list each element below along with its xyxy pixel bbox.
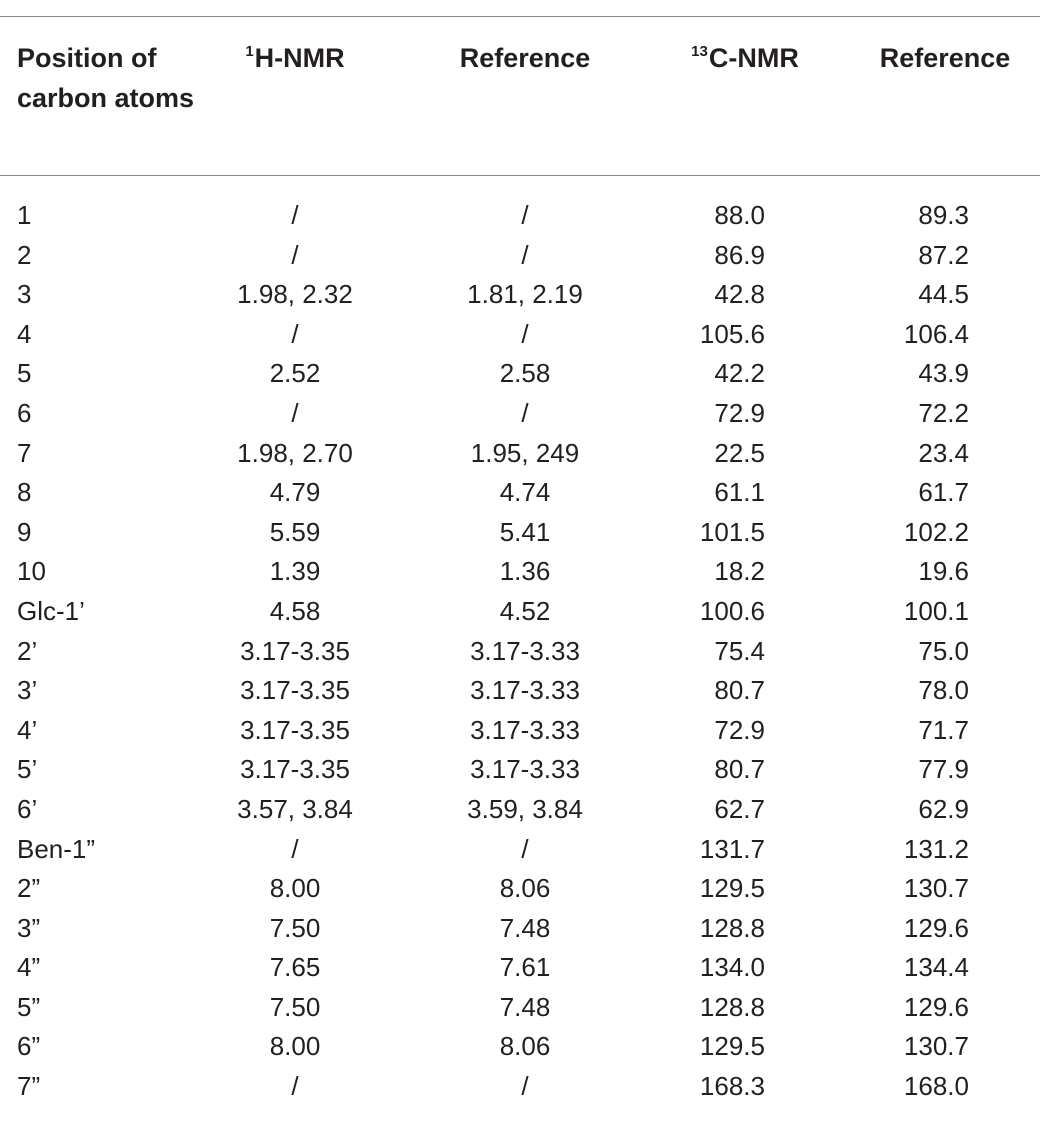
table-row <box>0 236 1040 276</box>
cell-h-reference: 2.58 <box>499 358 551 389</box>
cell-c-nmr: 128.8 <box>699 912 765 943</box>
cell-c-nmr: 72.9 <box>714 397 765 428</box>
cell-c-nmr: 129.5 <box>699 873 765 904</box>
cell-c-nmr: 22.5 <box>714 437 765 468</box>
cell-h-reference: / <box>521 1071 529 1102</box>
header-c-nmr-superscript: 13 <box>691 43 708 60</box>
header-h-nmr <box>190 38 400 83</box>
table-row <box>0 196 1040 236</box>
cell-c-nmr: 72.9 <box>714 714 765 745</box>
cell-h-reference: 1.95, 249 <box>470 437 580 468</box>
table-row <box>0 473 1040 513</box>
cell-c-reference: 71.7 <box>918 714 969 745</box>
cell-c-nmr: 100.6 <box>699 595 765 626</box>
cell-h-reference: 7.48 <box>499 991 551 1022</box>
cell-position: Glc-1’ <box>17 595 85 626</box>
cell-h-nmr: 3.17-3.35 <box>240 714 350 745</box>
cell-position: 4” <box>17 952 41 983</box>
cell-h-nmr: / <box>291 318 299 349</box>
cell-h-reference: / <box>521 833 529 864</box>
cell-position: 7” <box>17 1071 41 1102</box>
cell-position: 6 <box>17 397 32 428</box>
cell-h-nmr: 2.52 <box>269 358 321 389</box>
table-row <box>0 830 1040 870</box>
cell-c-reference: 77.9 <box>918 754 969 785</box>
table-row <box>0 790 1040 830</box>
table-row <box>0 354 1040 394</box>
cell-h-nmr: 1.39 <box>269 556 321 587</box>
cell-c-nmr: 80.7 <box>714 675 765 706</box>
cell-c-reference: 89.3 <box>918 200 969 230</box>
cell-c-reference: 19.6 <box>918 556 969 587</box>
cell-position: 8 <box>17 477 32 508</box>
cell-c-nmr: 75.4 <box>714 635 765 666</box>
cell-position: 2’ <box>17 635 38 666</box>
table-row <box>0 711 1040 751</box>
table-row <box>0 632 1040 672</box>
table-row <box>0 988 1040 1028</box>
cell-c-reference: 130.7 <box>903 1031 969 1062</box>
header-reference-2: Reference <box>879 43 1011 73</box>
cell-h-nmr: / <box>291 833 299 864</box>
cell-c-reference: 43.9 <box>918 358 969 389</box>
cell-h-reference: / <box>521 318 529 349</box>
table-row <box>0 434 1040 474</box>
table-row <box>0 1067 1040 1107</box>
cell-h-nmr: 3.17-3.35 <box>240 675 350 706</box>
cell-position: 2” <box>17 873 41 904</box>
cell-h-nmr: 4.58 <box>269 595 321 626</box>
cell-c-reference: 130.7 <box>903 873 969 904</box>
cell-h-nmr: 4.79 <box>269 477 321 508</box>
table-row <box>0 552 1040 592</box>
cell-h-nmr: 7.50 <box>269 912 321 943</box>
cell-c-reference: 75.0 <box>918 635 969 666</box>
cell-position: Ben-1” <box>17 833 96 864</box>
cell-h-nmr: / <box>291 200 299 230</box>
cell-h-nmr: 3.57, 3.84 <box>237 793 353 824</box>
cell-h-nmr: 7.65 <box>269 952 321 983</box>
cell-position: 6” <box>17 1031 41 1062</box>
cell-c-nmr: 62.7 <box>714 793 765 824</box>
table-row <box>0 315 1040 355</box>
header-h-nmr-label: H-NMR <box>254 43 345 73</box>
cell-c-nmr: 129.5 <box>699 1031 765 1062</box>
cell-c-reference: 44.5 <box>918 279 969 310</box>
cell-c-nmr: 42.8 <box>714 279 765 310</box>
cell-position: 6’ <box>17 793 38 824</box>
cell-c-nmr: 105.6 <box>699 318 765 349</box>
header-h-nmr-superscript: 1 <box>245 43 254 60</box>
table-row <box>0 592 1040 632</box>
cell-h-reference: 4.74 <box>499 477 551 508</box>
cell-h-reference: 5.41 <box>499 516 551 547</box>
cell-c-reference: 78.0 <box>918 675 969 706</box>
cell-h-nmr: 3.17-3.35 <box>240 754 350 785</box>
header-position: Position of carbon atoms <box>17 43 195 113</box>
cell-h-reference: 3.17-3.33 <box>470 635 580 666</box>
table-row <box>0 750 1040 790</box>
cell-position: 7 <box>17 437 32 468</box>
header-c-nmr-label: C-NMR <box>708 43 799 73</box>
cell-c-nmr: 18.2 <box>714 556 765 587</box>
cell-h-reference: 1.81, 2.19 <box>467 279 583 310</box>
cell-h-nmr: 3.17-3.35 <box>240 635 350 666</box>
cell-c-nmr: 86.9 <box>714 239 765 270</box>
cell-h-reference: 4.52 <box>499 595 551 626</box>
cell-position: 2 <box>17 239 32 270</box>
cell-h-reference: 1.36 <box>499 556 551 587</box>
header-bottom-rule <box>0 175 1040 176</box>
cell-h-nmr: 5.59 <box>269 516 321 547</box>
cell-c-nmr: 80.7 <box>714 754 765 785</box>
cell-c-nmr: 42.2 <box>714 358 765 389</box>
cell-h-reference: 7.48 <box>499 912 551 943</box>
table-row <box>0 513 1040 553</box>
cell-c-reference: 61.7 <box>918 477 969 508</box>
cell-h-nmr: 1.98, 2.32 <box>237 279 353 310</box>
cell-c-reference: 131.2 <box>903 833 969 864</box>
cell-c-reference: 23.4 <box>918 437 969 468</box>
cell-c-reference: 106.4 <box>903 318 969 349</box>
cell-h-nmr: / <box>291 239 299 270</box>
cell-c-nmr: 101.5 <box>699 516 765 547</box>
table-row <box>0 1027 1040 1067</box>
header-c-nmr <box>640 38 850 83</box>
header-reference-1: Reference <box>459 43 591 73</box>
cell-h-reference: 3.59, 3.84 <box>467 793 583 824</box>
table-row <box>0 394 1040 434</box>
cell-h-reference: 3.17-3.33 <box>470 754 580 785</box>
table-row <box>0 909 1040 949</box>
table-row <box>0 948 1040 988</box>
cell-h-reference: 8.06 <box>499 873 551 904</box>
cell-h-nmr: 8.00 <box>269 873 321 904</box>
cell-c-reference: 100.1 <box>903 595 969 626</box>
cell-position: 4’ <box>17 714 38 745</box>
table-body <box>0 196 1040 1107</box>
cell-position: 3” <box>17 912 41 943</box>
table-row <box>0 671 1040 711</box>
cell-h-reference: 3.17-3.33 <box>470 675 580 706</box>
cell-position: 1 <box>17 200 32 230</box>
cell-h-nmr: / <box>291 1071 299 1102</box>
cell-h-reference: 7.61 <box>499 952 551 983</box>
cell-c-reference: 168.0 <box>903 1071 969 1102</box>
cell-h-nmr: / <box>291 397 299 428</box>
cell-h-nmr: 8.00 <box>269 1031 321 1062</box>
cell-position: 5 <box>17 358 32 389</box>
cell-h-nmr: 1.98, 2.70 <box>237 437 353 468</box>
cell-position: 5’ <box>17 754 38 785</box>
cell-h-reference: / <box>521 397 529 428</box>
cell-position: 3’ <box>17 675 38 706</box>
cell-c-nmr: 131.7 <box>699 833 765 864</box>
cell-position: 10 <box>17 556 46 587</box>
cell-position: 5” <box>17 991 41 1022</box>
cell-c-nmr: 134.0 <box>699 952 765 983</box>
cell-c-reference: 102.2 <box>903 516 969 547</box>
table-row <box>0 869 1040 909</box>
table-top-rule <box>0 16 1040 17</box>
cell-c-reference: 134.4 <box>903 952 969 983</box>
cell-c-reference: 87.2 <box>918 239 969 270</box>
cell-h-reference: / <box>521 239 529 270</box>
cell-h-reference: 3.17-3.33 <box>470 714 580 745</box>
cell-c-nmr: 61.1 <box>714 477 765 508</box>
cell-position: 9 <box>17 516 32 547</box>
cell-c-reference: 129.6 <box>903 991 969 1022</box>
cell-h-reference: / <box>521 200 529 230</box>
cell-c-reference: 129.6 <box>903 912 969 943</box>
table-row <box>0 275 1040 315</box>
cell-c-reference: 62.9 <box>918 793 969 824</box>
cell-c-reference: 72.2 <box>918 397 969 428</box>
cell-h-nmr: 7.50 <box>269 991 321 1022</box>
cell-c-nmr: 88.0 <box>714 200 765 230</box>
cell-position: 4 <box>17 318 32 349</box>
cell-c-nmr: 168.3 <box>699 1071 765 1102</box>
cell-h-reference: 8.06 <box>499 1031 551 1062</box>
cell-c-nmr: 128.8 <box>699 991 765 1022</box>
cell-position: 3 <box>17 279 32 310</box>
